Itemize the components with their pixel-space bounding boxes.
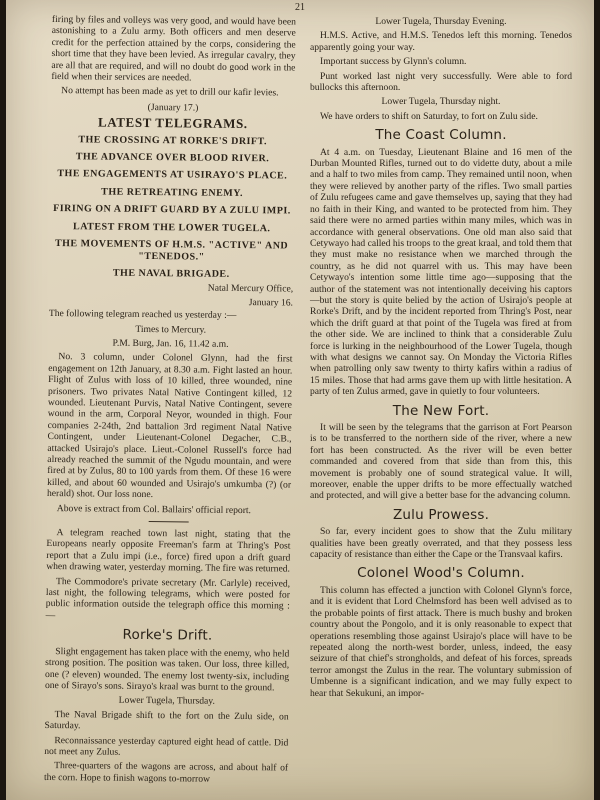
wood-column-paragraph: This column has effected a junction with Colonel Glynn's force, and it is evident that Lord Chelmsford has been well advised as to the probable points of first attack. There is much bushy and broken country about the Pongolo, and it is only reasonable to expect that operations resembling those against Usirajo's place will have to be repeated along the north-west border, unless, indeed, the easy seizure of that chief's strongholds, and defeat of his forces, spreads terror amongst the Zulus in the rear. The voluntary submission of Umbenne is a significant indication, and we may fully expect to hear that Sekukuni, an impor- xyxy=(310,584,572,699)
naval-brigade-paragraph: The Naval Brigade shift to the fort on the Zulu side, on Saturday. xyxy=(44,708,289,732)
reconnaissance-paragraph: Reconnaissance yesterday captured eight head of cattle. Did not meet any Zulus. xyxy=(44,734,289,758)
rorkes-drift-paragraph: Slight engagement has taken place with the enemy, who held strong position. The position was taken. Our loss, three killed, one (? eleven) wounded. The enemy lost twenty-six, including one of Sirayo's sons. Sirayo's kraal was burnt to the ground. xyxy=(44,645,290,694)
lower-tugela-night: Lower Tugela, Thursday night. xyxy=(381,96,501,108)
rorkes-drift-title: Rorke's Drift. xyxy=(122,627,213,644)
lower-tugela-line: Lower Tugela, Thursday. xyxy=(118,695,215,708)
headline-latest-telegrams: LATEST TELEGRAMS. xyxy=(97,114,248,132)
pm-line: P.M. Burg, Jan. 16, 11.42 a.m. xyxy=(112,337,229,350)
office-date: January 16. xyxy=(248,296,294,309)
wood-column-title: Colonel Wood's Column. xyxy=(357,565,525,582)
extract-note: Above is extract from Col. Ballairs' official report. xyxy=(56,502,252,516)
new-fort-title: The New Fort. xyxy=(392,402,490,419)
headline-retreating-enemy: THE RETREATING ENEMY. xyxy=(101,186,244,199)
zulu-prowess-title: Zulu Prowess. xyxy=(392,506,490,523)
headline-drift-guard: FIRING ON A DRIFT GUARD BY A ZULU IMPI. xyxy=(53,203,291,217)
headline-usirayo: THE ENGAGEMENTS AT USIRAYO'S PLACE. xyxy=(57,168,288,182)
left-column xyxy=(44,14,296,789)
to-line: Times to Mercury. xyxy=(135,323,207,336)
divider xyxy=(149,521,189,522)
headline-lower-tugela: LATEST FROM THE LOWER TUGELA. xyxy=(73,220,271,234)
office-line: Natal Mercury Office, xyxy=(207,282,294,295)
headline-blood-river: THE ADVANCE OVER BLOOD RIVER. xyxy=(75,151,270,165)
headline-hms-movements: THE MOVEMENTS OF H.M.S. "ACTIVE" AND "TENEDOS." xyxy=(54,238,289,263)
commodore-paragraph: The Commodore's private secretary (Mr. Carlyle) received, last night, the following telegrams, which were posted for public information outside the telegraph office this morning :— xyxy=(45,575,291,621)
thrings-post-paragraph: A telegram reached town last night, stating that the Europeans nearly opposite Freeman's farm at Thring's Post report that a Zulu impi (i.e., force) fired upon a drift guard when drawing water, yesterday morning. The fire was returned. xyxy=(46,527,291,575)
headline-naval-brigade: THE NAVAL BRIGADE. xyxy=(112,267,230,280)
lower-tugela-evening: Lower Tugela, Thursday Evening. xyxy=(375,16,507,27)
intro-paragraph-2: No attempt has been made as yet to drill our kafir levies. xyxy=(61,85,279,99)
page-number: 21 xyxy=(295,2,305,13)
punt-paragraph: Punt worked last night very successfully. Were able to ford bullocks this afternoon. xyxy=(310,70,572,94)
coast-column-paragraph: At 4 a.m. on Tuesday, Lieutenant Blaine and 16 men of the Durban Mounted Rifles, turned out to do vidette duty, about a mile and a half to two miles from camp. They remained until noon, when they were relieved by another party of the rifles. Two small parties of Zulu refugees came and gave themselves up, saying that they had no faith in their King, and wanted to be protected from him. They said there were no armed parties within many miles, which was in accordance with general observations. One old man also said that Cetywayo had called his troops to the great kraal, and told them that they must make no resistance when we marched through the country, as he did not quarrel with us. This may have been Cetywayo's intention some little time ago—supposing that the author of the statement was not intentionally deceiving his captors—but the story is quite belied by the action of Usirajo's people at Rorke's Drift, and by the incident reported from Thring's Post, near which the drift guard at that point of the Tugela was fired at from the other side. We are inclined to think that a considerable Zulu force is lurking in the neighbourhood of the Lower Tugela, though with what designs we cannot say. On Monday the Victoria Rifles when patrolling only saw twenty to thirty kafirs within a radius of 15 miles. Those that had arms gave them up with little hesitation. A party of ten Zulus armed, gave in quietly to four volunteers. xyxy=(310,146,572,398)
new-fort-paragraph: It will be seen by the telegrams that the garrison at Fort Pearson is to be transferred to the northern side of the river, where a new fort has been constructed. As the river will be even better commanded and covered from that side than from this, this movement is probably one of sound strategical value. It will, moreover, enable the upper drifts to be more effectually watched and protected, and will give a better base for the advancing column. xyxy=(310,422,572,502)
headline-rorkes-drift: THE CROSSING AT RORKE'S DRIFT. xyxy=(78,133,268,147)
telegram-intro: The following telegram reached us yesterday :— xyxy=(48,308,237,322)
column-report-paragraph: No. 3 column, under Colonel Glynn, had the first engagement on 12th January, at 8.30 a.m. Fight lasted an hour. Flight of Zulus with loss of 10 killed, three wounded, nine prisoners. Two privates Natal Native Contingent killed, 12 wounded. Lieutenant Purvis, Natal Native Contingent, severe wound in the arm, Corporal Neyor, wounded in thigh. Four companies 2-24th, 2nd battalion 3rd regiment Natal Native Contingent, under Lieutenant-Colonel Degacher, C.B., attacked Usirajo's place. Lieut.-Colonel Russell's force had already reached the summit of the Ngudu mountain, and were fired at by Zulus, 80 to 100 yards from them. Of these 16 were killed, and about 60 wounded and Usirajo's umkumba (?) (or herald) shot. Our loss none. xyxy=(46,351,293,501)
newspaper-page xyxy=(6,0,594,800)
coast-column-title: The Coast Column. xyxy=(375,127,507,144)
wagons-paragraph: Three-quarters of the wagons are across, and about half of the corn. Hope to finish wagons to-morrow xyxy=(43,760,289,785)
zulu-prowess-paragraph: So far, every incident goes to show that the Zulu military qualities have been greatly overrated, and that they possess less capacity of resistance than either the Cape or the Transvaal kafirs. xyxy=(310,526,572,561)
orders-paragraph: We have orders to shift on Saturday, to fort on Zulu side. xyxy=(320,110,538,122)
hms-paragraph: H.M.S. Active, and H.M.S. Tenedos left this morning. Tenedos apparently going your way. xyxy=(310,30,572,53)
issue-date: (January 17.) xyxy=(147,101,199,114)
intro-paragraph: firing by files and volleys was very good, and would have been astonishing to a Zulu army. Both officers and men deserve credit for the perfection attained by the corps, considering the short time that they have been levied. As irregular cavalry, they are all that are required, and will no doubt do good work in the field when their services are needed. xyxy=(51,14,296,84)
book-spine-right xyxy=(594,0,600,800)
right-column xyxy=(310,14,572,702)
important-success: Important success by Glynn's column. xyxy=(320,56,467,68)
